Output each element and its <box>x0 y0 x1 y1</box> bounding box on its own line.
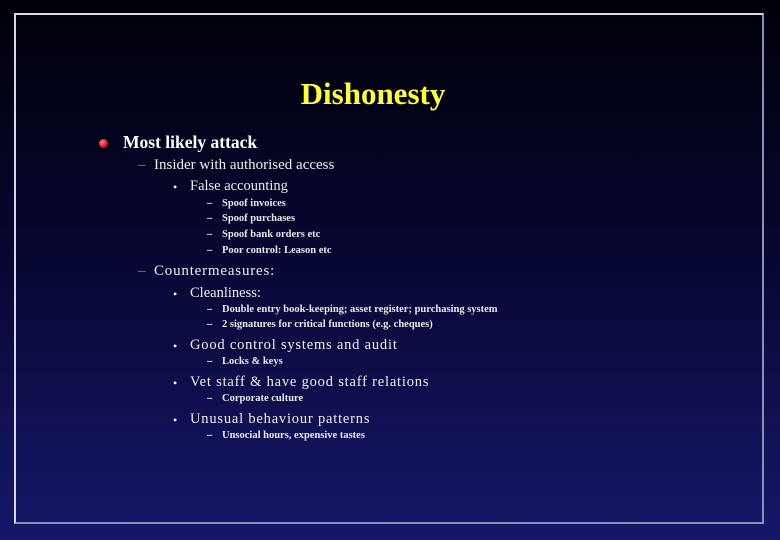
dot-bullet-icon: • <box>173 339 178 353</box>
bullet-double-entry: Double entry book-keeping; asset register; purchasing system <box>222 304 498 315</box>
bullet-two-signatures: 2 signatures for critical functions (e.g. cheques) <box>222 319 433 330</box>
bullet-corporate-culture: Corporate culture <box>222 393 304 404</box>
dash-bullet-icon: – <box>207 304 213 315</box>
dot-bullet-icon: • <box>173 376 178 390</box>
bullet-spoof-bank-orders: Spoof bank orders etc <box>222 229 321 240</box>
dash-bullet-icon: – <box>207 393 213 404</box>
dash-bullet-icon: – <box>207 245 213 256</box>
dash-bullet-icon: – <box>207 229 213 240</box>
dash-bullet-icon: – <box>138 263 146 279</box>
dash-bullet-icon: – <box>207 430 213 441</box>
bullet-false-accounting: False accounting <box>190 178 288 194</box>
bullet-unusual-behaviour: Unusual behaviour patterns <box>190 411 371 427</box>
dash-bullet-icon: – <box>207 198 213 209</box>
bullet-vet-staff: Vet staff & have good staff relations <box>190 374 430 390</box>
bullet-cleanliness: Cleanliness: <box>190 285 261 301</box>
dot-bullet-icon: • <box>173 287 178 301</box>
bullet-insider: Insider with authorised access <box>154 157 335 173</box>
slide-title: Dishonesty <box>300 76 446 111</box>
bullet-unsocial-hours: Unsocial hours, expensive tastes <box>222 430 365 441</box>
bullet-spoof-invoices: Spoof invoices <box>222 198 286 209</box>
bullet-locks-keys: Locks & keys <box>222 356 283 367</box>
dot-bullet-icon: • <box>173 413 178 427</box>
bullet-poor-control: Poor control: Leason etc <box>222 245 332 256</box>
dash-bullet-icon: – <box>207 213 213 224</box>
dot-bullet-icon: • <box>173 180 178 194</box>
bullet-good-control: Good control systems and audit <box>190 337 398 353</box>
bullet-spoof-purchases: Spoof purchases <box>222 213 296 224</box>
dash-bullet-icon: – <box>207 356 213 367</box>
dash-bullet-icon: – <box>207 319 213 330</box>
dash-bullet-icon: – <box>138 157 146 173</box>
bullet-countermeasures: Countermeasures: <box>154 263 276 279</box>
red-dot-bullet-icon <box>99 139 108 148</box>
bullet-most-likely-attack: Most likely attack <box>123 132 258 152</box>
